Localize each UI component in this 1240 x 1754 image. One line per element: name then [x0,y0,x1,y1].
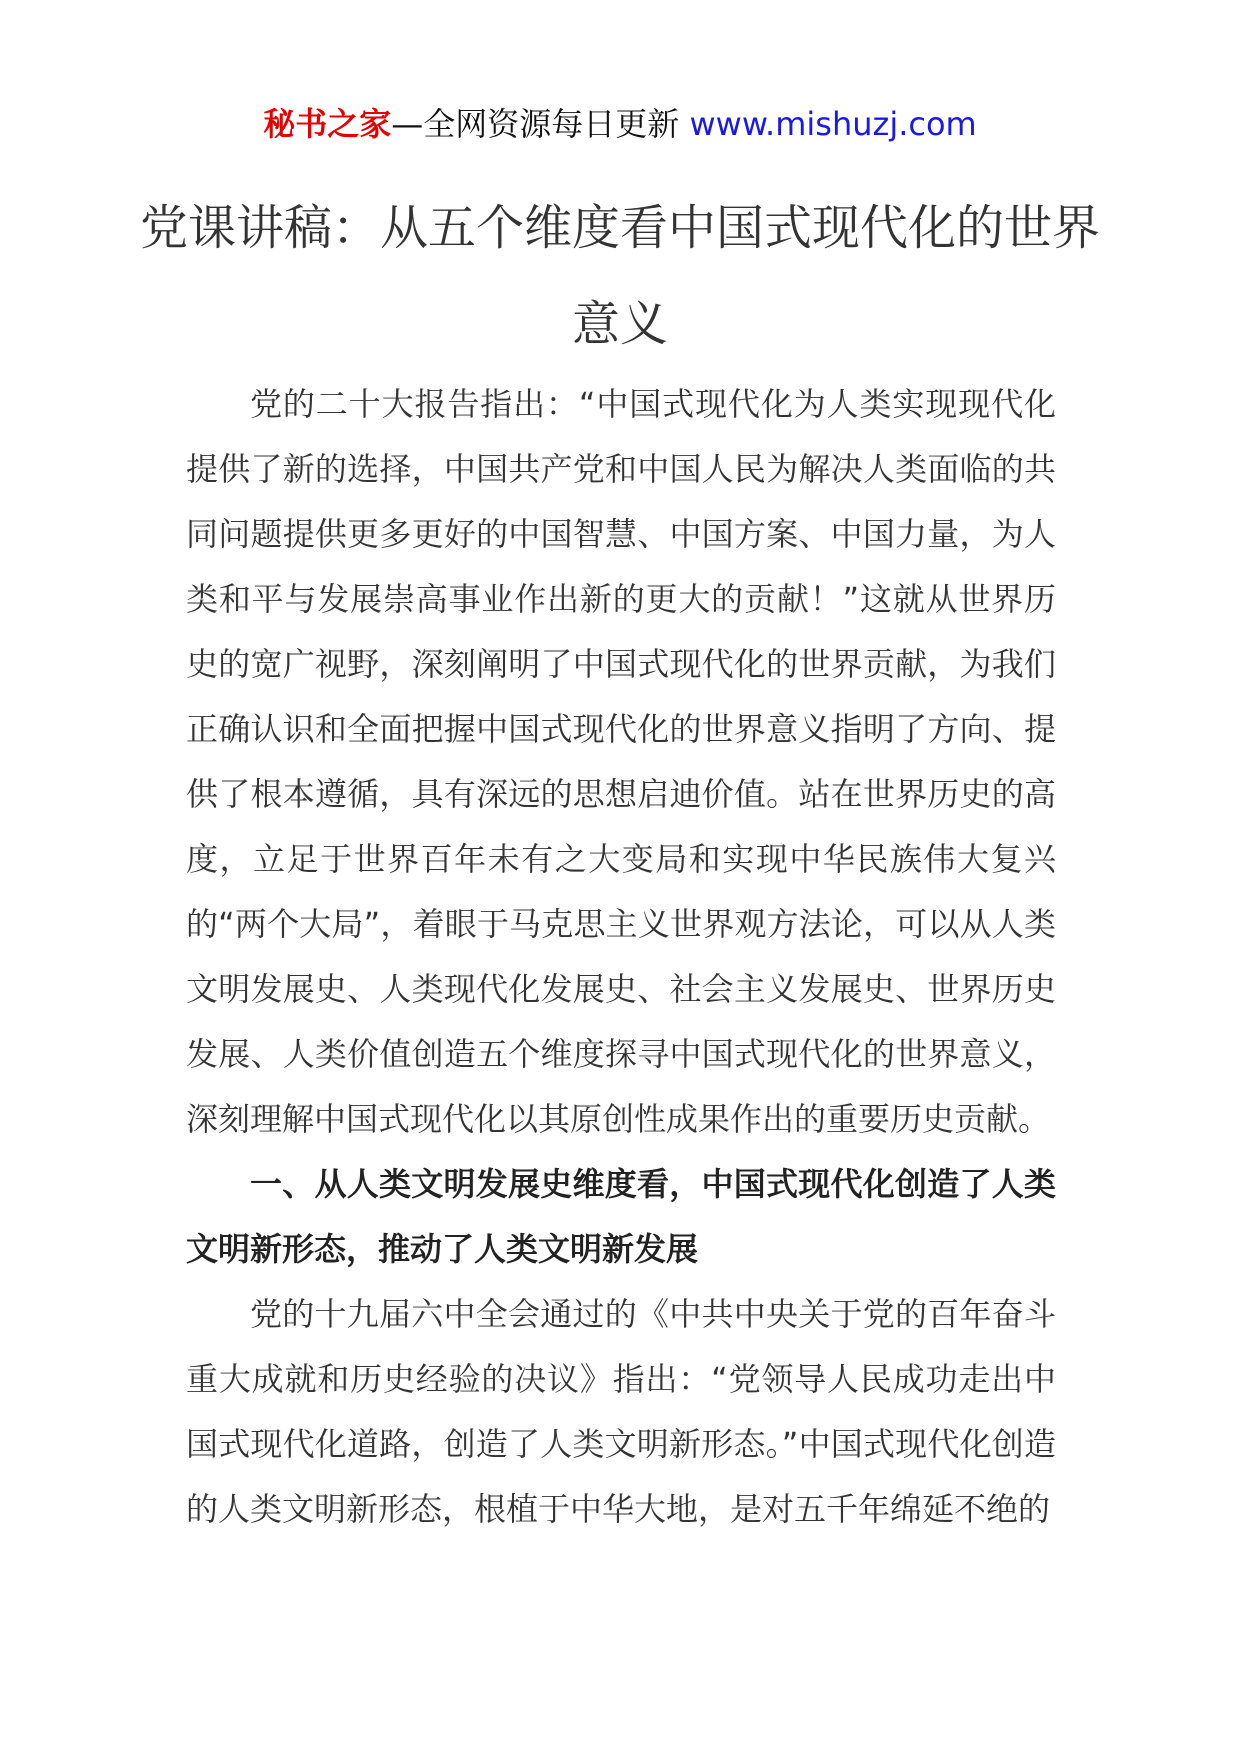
site-url-link[interactable]: www.mishuzj.com [689,105,977,143]
brand-name: 秘书之家 [263,105,392,143]
site-banner [0,100,1240,148]
section-paragraph-1: 党的十九届六中全会通过的《中共中央关于党的百年奋斗重大成就和历史经验的决议》指出：“党领导人民成功走出中国式现代化道路，创造了人类文明新形态。”中国式现代化创造的人类文明新形态，根植于中华大地，是对五千年绵延不绝的 [186,1295,1056,1528]
banner-tagline: —全网资源每日更新 [391,105,680,143]
section-heading-1: 一、从人类文明发展史维度看，中国式现代化创造了人类文明新形态，推动了人类文明新发展 [186,1165,1056,1268]
intro-paragraph: 党的二十大报告指出：“中国式现代化为人类实现现代化提供了新的选择，中国共产党和中国人民为解决人类面临的共同问题提供更多更好的中国智慧、中国方案、中国力量，为人类和平与发展崇高事业作出新的更大的贡献！”这就从世界历史的宽广视野，深刻阐明了中国式现代化的世界贡献，为我们正确认识和全面把握中国式现代化的世界意义指明了方向、提供了根本遵循，具有深远的思想启迪价值。站在世界历史的高度，立足于世界百年未有之大变局和实现中华民族伟大复兴的“两个大局”，着眼于马克思主义世界观方法论，可以从人类文明发展史、人类现代化发展史、社会主义发展史、世界历史发展、人类价值创造五个维度探寻中国式现代化的世界意义，深刻理解中国式现代化以其原创性成果作出的重要历史贡献。 [186,385,1056,1138]
document-body [186,372,1056,1542]
document-title: 党课讲稿：从五个维度看中国式现代化的世界意义 [139,200,1100,352]
